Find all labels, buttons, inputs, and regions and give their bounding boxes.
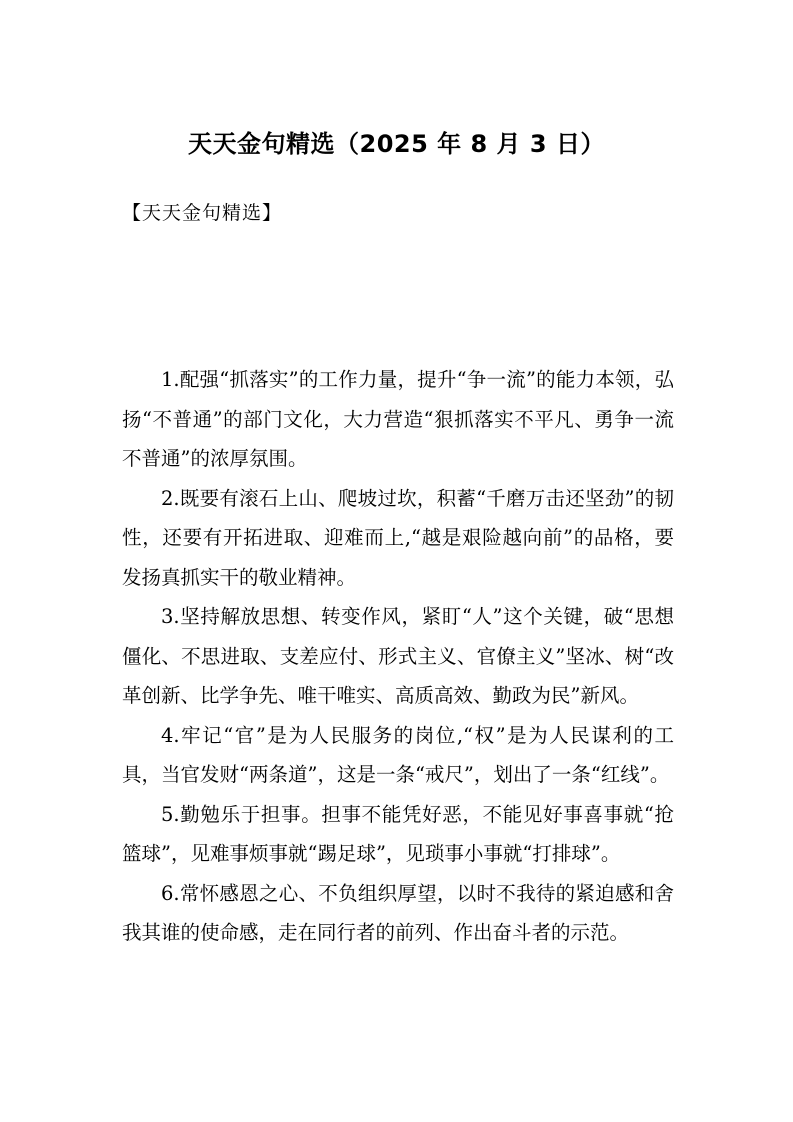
quote-paragraph-5: 5.勤勉乐于担事。担事不能凭好恶，不能见好事喜事就“抢篮球”，见难事烦事就“踢足球”，见琐事小事就“打排球”。 bbox=[122, 802, 674, 865]
quote-paragraph-6: 6.常怀感恩之心、不负组织厚望，以时不我待的紧迫感和舍我其谁的使命感，走在同行者的前列、作出奋斗者的示范。 bbox=[122, 881, 674, 944]
quote-paragraph-2: 2.既要有滚石上山、爬坡过坎，积蓄“千磨万击还坚劲”的韧性，还要有开拓进取、迎难而上,“越是艰险越向前”的品格，要发扬真抓实干的敬业精神。 bbox=[122, 486, 674, 589]
page-title: 天天金句精选（2025 年 8 月 3 日） bbox=[188, 130, 605, 158]
quote-paragraph-1: 1.配强“抓落实”的工作力量，提升“争一流”的能力本领，弘扬“不普通”的部门文化，大力营造“狠抓落实不平凡、勇争一流不普通”的浓厚氛围。 bbox=[122, 368, 674, 470]
quote-paragraph-3: 3.坚持解放思想、转变作风，紧盯“人”这个关键，破“思想僵化、不思进取、支差应付、形式主义、官僚主义”坚冰、树“改革创新、比学争先、唯干唯实、高质高效、勤政为民”新风。 bbox=[122, 605, 674, 707]
section-label: 【天天金句精选】 bbox=[122, 202, 283, 224]
quote-list bbox=[122, 360, 674, 953]
quote-paragraph-4: 4.牢记“官”是为人民服务的岗位,“权”是为人民谋利的工具，当官发财“两条道”，这是一条“戒尺”，划出了一条“红线”。 bbox=[122, 723, 674, 786]
